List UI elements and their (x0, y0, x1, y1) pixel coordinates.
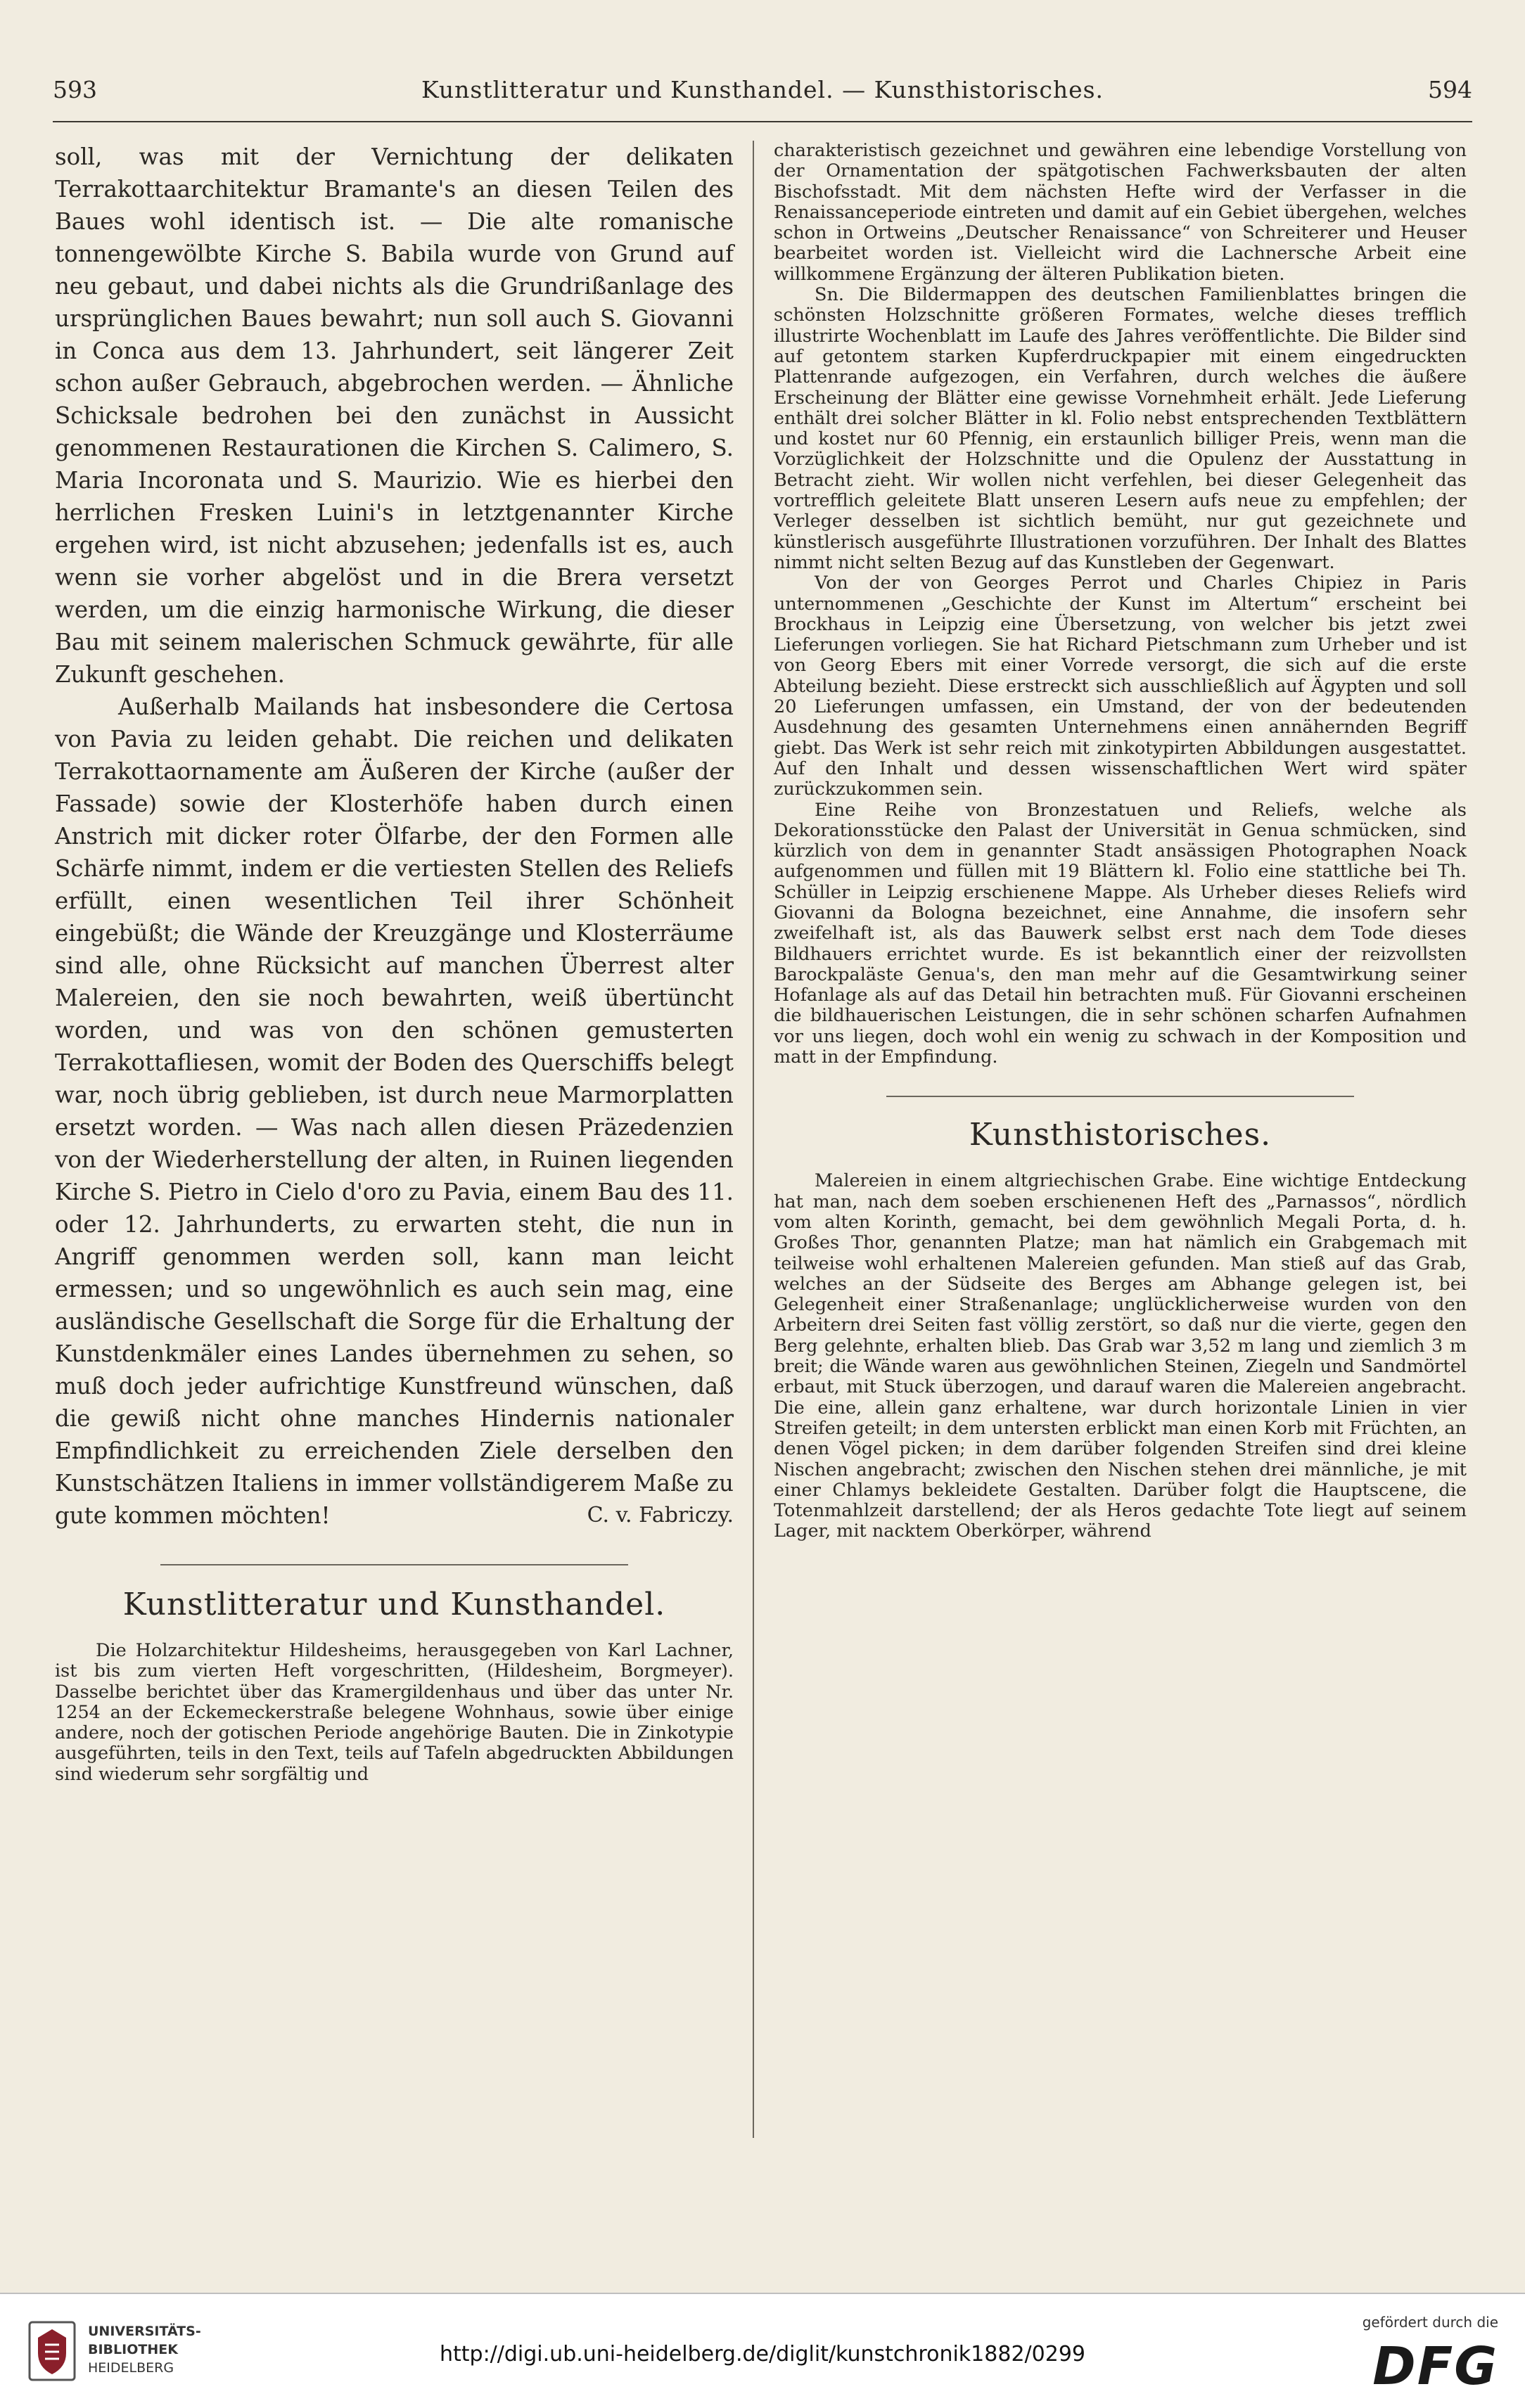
section-title-kunsthistorisches: Kunsthistorisches. (969, 1117, 1272, 1153)
right-paragraph-2: Sn. Die Bildermappen des deutschen Familienblattes bringen die schönsten Holzschnitte größeren Formates, welche dieses trefflich illustrirte Wochenblatt im Laufe des Jahres veröffentlichte. Die Bilder sind auf getontem starken Kupferdruckpapier mit einem eingedruckten Plattenrande aufgezogen, ein Verfahren, durch welches die äußere Erscheinung der Blätter eine gewisse Vornehmheit erhält. Jede Lieferung enthält drei solcher Blätter in kl. Folio nebst entsprechenden Textblättern und kostet nur 60 Pfennig, ein erstaunlich billiger Preis, wenn man die Vorzüglichkeit der Holzschnitte und die Opulenz der Ausstattung in Betracht zieht. Wir wollen nicht verfehlen, bei dieser Gelegenheit das vortrefflich geleitete Blatt unseren Lesern aufs neue zu empfehlen; der Verleger desselben ist sichtlich bemüht, nur gut gezeichnete und künstlerisch ausgeführte Illustrationen vorzuführen. Der Inhalt des Blattes nimmt nicht selten Bezug auf das Kunstleben der Gegenwart. (774, 284, 1467, 573)
right-paragraph-3: Von der von Georges Perrot und Charles Chipiez in Paris unternommenen „Geschichte der Kunst im Altertum“ erscheint bei Brockhaus in Leipzig eine Übersetzung, von welcher bis jetzt zwei Lieferungen vorliegen. Sie hat Richard Pietschmann zum Urheber und ist von Georg Ebers mit einer Vorrede versorgt, die sich auf die erste Abteilung bezieht. Diese erstreckt sich ausschließlich auf Ägypten und soll 20 Lieferungen umfassen, ein Umstand, der von der bedeutenden Ausdehnung des gesamten Unternehmens einen annähernden Begriff giebt. Das Werk ist sehr reich mit zinkotypirten Abbildungen ausgestattet. Auf den Inhalt und dessen wissenschaftlichen Wert wird später zurückzukommen sein. (774, 572, 1467, 800)
funded-by-label: gefördert durch die (1362, 2314, 1498, 2331)
page-number-left: 593 (53, 76, 97, 103)
right-section-paragraph: Malereien in einem altgriechischen Grabe. Eine wichtige Entdeckung hat man, nach dem soeben erschienenen Heft des „Parnassos“, nördlich vom alten Korinth, gemacht, bei dem gewöhnlich Megali Porta, d. h. Großes Thor, genannten Platze; man hat nämlich ein Grabgemach mit teilweise wohl erhaltenen Malereien gefunden. Man stieß auf das Grab, welches an der Südseite des Berges am Abhange gelegen ist, bei Gelegenheit einer Straßenanlage; unglücklicherweise wurden von den Arbeitern drei Seiten fast völlig zerstört, so daß nur die vierte, gegen den Berg gelehnte, erhalten blieb. Das Grab war 3,52 m lang und ziemlich 3 m breit; die Wände waren aus gewöhnlichen Steinen, Ziegeln und Sandmörtel erbaut, mit Stuck überzogen, und darauf waren die Malereien angebracht. Die eine, allein ganz erhaltene, war durch horizontale Linien in vier Streifen geteilt; in dem untersten erblickt man einen Korb mit Früchten, an denen Vögel picken; in dem darüber folgenden Streifen sind drei kleine Nischen angebracht; zwischen den Nischen stehen drei männliche, je mit einer Chlamys bekleidete Gestalten. Darüber folgt die Hauptscene, die Totenmahlzeit darstellend; der als Heros gedachte Tote liegt auf seinem Lager, mit nacktem Oberkörper, während (774, 1170, 1467, 1542)
running-title: Kunstlitteratur und Kunsthandel. — Kunsthistorisches. (421, 76, 1104, 103)
right-column (774, 141, 1467, 1542)
header-rule (53, 121, 1472, 122)
left-paragraph-1: soll, was mit der Vernichtung der delikaten Terrakottaarchitektur Bramante's an diesen Teilen des Baues wohl identisch ist. — Die alte romanische tonnengewölbte Kirche S. Babila wurde von Grund auf neu gebaut, und dabei nichts als die Grundrißanlage des ursprünglichen Baues bewahrt; nun soll auch S. Giovanni in Conca aus dem 13. Jahrhundert, seit längerer Zeit schon außer Gebrauch, abgebrochen werden. — Ähnliche Schicksale bedrohen bei den zunächst in Aussicht genommenen Restaurationen die Kirchen S. Calimero, S. Maria Incoronata und S. Maurizio. Wie es hierbei den herrlichen Fresken Luini's in letztgenannter Kirche ergehen wird, ist nicht abzusehen; jedenfalls ist es, auch wenn sie vorher abgelöst und in die Brera versetzt werden, um die einzig harmonische Wirkung, die dieser Bau mit seinem malerischen Schmuck gewährte, für alle Zukunft geschehen. (55, 143, 734, 688)
viewer-footer (0, 2293, 1525, 2408)
left-section-paragraph: Die Holzarchitektur Hildesheims, herausgegeben von Karl Lachner, ist bis zum vierten Heft vorgeschritten, (Hildesheim, Borgmeyer). Dasselbe berichtet über das Kramergildenhaus und über das unter Nr. 1254 an der Eckemeckerstraße belegene Wohnhaus, sowie über einige andere, noch der gotischen Periode angehörige Bauten. Die in Zinkotypie ausgeführten, teils in den Text, teils auf Tafeln abgedruckten Abbildungen sind wiederum sehr sorgfältig und (55, 1640, 734, 1785)
page-header (53, 70, 1472, 113)
dfg-logo: DFG (1372, 2336, 1498, 2397)
library-name: UNIVERSITÄTS- BIBLIOTHEK HEIDELBERG (88, 2324, 201, 2376)
permalink-url[interactable]: http://digi.ub.uni-heidelberg.de/diglit/kunstchronik1882/0299 (439, 2342, 1085, 2367)
section-title-kunstlitteratur: Kunstlitteratur und Kunsthandel. (122, 1587, 666, 1622)
left-paragraph-2: Außerhalb Mailands hat insbesondere die Certosa von Pavia zu leiden gehabt. Die reichen und delikaten Terrakottaornamente am Äußeren der Kirche (außer der Fassade) sowie der Klosterhöfe haben durch einen Anstrich mit dicker roter Ölfarbe, der den Formen alle Schärfe nimmt, indem er die vertiesten Stellen des Reliefs erfüllt, einen wesentlichen Teil ihrer Schönheit eingebüßt; die Wände der Kreuzgänge und Klosterräume sind alle, ohne Rücksicht auf manchen Überrest alter Malereien, den sie noch bewahrten, weiß übertüncht worden, und was von den schönen gemusterten Terrakottafliesen, womit der Boden des Querschiffs belegt war, noch übrig geblieben, ist durch neue Marmorplatten ersetzt worden. — Was nach allen diesen Präzedenzien von der Wiederherstellung der alten, in Ruinen liegenden Kirche S. Pietro in Cielo d'oro zu Pavia, einem Bau des 11. oder 12. Jahrhunderts, zu erwarten steht, die nun in Angriff genommen werden soll, kann man leicht ermessen; und so ungewöhnlich es auch sein mag, eine ausländische Gesellschaft die Sorge für die Erhaltung der Kunstdenkmäler eines Landes übernehmen zu sehen, so muß doch jeder aufrichtige Kunstfreund wünschen, daß die gewiß nicht ohne manches Hindernis nationaler Empfindlichkeit zu erreichenden Ziele derselben den Kunstschätzen Italiens in immer vollständigerem Maße zu gute kommen möchten! (55, 693, 734, 1529)
left-column (55, 141, 734, 1785)
column-rule (753, 141, 754, 2138)
right-paragraph-4: Eine Reihe von Bronzestatuen und Reliefs, welche als Dekorationsstücke den Palast der Universität in Genua schmücken, sind kürzlich von dem in genannter Stadt ansässigen Photographen Noack aufgenommen und füllen mit 19 Blättern kl. Folio eine stattliche bei Th. Schüller in Leipzig erschienene Mappe. Als Urheber dieses Reliefs wird Giovanni da Bologna bezeichnet, eine Annahme, die insofern sehr zweifelhaft ist, als das Bauwerk selbst erst nach dem Tode dieses Bildhauers errichtet wurde. Es ist bekanntlich einer der reizvollsten Barockpaläste Genua's, den man mehr auf die Gesamtwirkung seiner Hofanlage als auf das Detail hin betrachten muß. Für Giovanni erscheinen die bildhauerischen Leistungen, die in sehr schönen scharfen Aufnahmen vor uns liegen, doch wohl ein wenig zu schwach in der Komposition und matt in der Empfindung. (774, 799, 1467, 1068)
right-paragraph-1: charakteristisch gezeichnet und gewähren eine lebendige Vorstellung von der Ornamentation der spätgotischen Fachwerksbauten der alten Bischofsstadt. Mit dem nächsten Hefte wird der Verfasser in die Renaissanceperiode eintreten und damit auf ein Gebiet übergehen, welches schon in Ortweins „Deutscher Renaissance“ von Schreiterer und Heuser bearbeitet worden ist. Vielleicht wird die Lachnersche Arbeit eine willkommene Ergänzung der älteren Publikation bieten. (774, 140, 1467, 285)
section-rule (160, 1564, 628, 1565)
section-rule-right (886, 1096, 1354, 1097)
page-number-right: 594 (1428, 76, 1472, 103)
author-signature: C. v. Fabriczy. (587, 1503, 734, 1528)
